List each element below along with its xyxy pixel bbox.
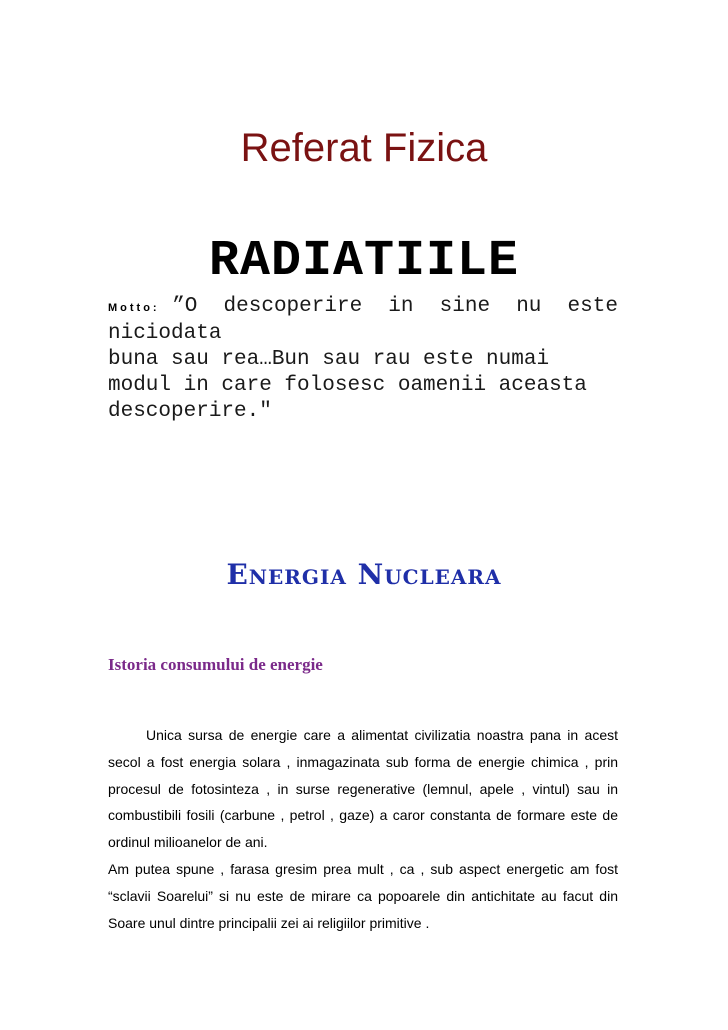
cover-title: Referat Fizica — [240, 126, 488, 170]
motto-line: niciodata — [108, 322, 222, 345]
motto-word: nu — [516, 295, 542, 318]
motto-word: descoperire — [223, 295, 363, 318]
body-text — [108, 722, 618, 936]
motto-line: buna sau rea…Bun sau rau este numai — [108, 348, 550, 371]
motto-block — [108, 294, 618, 425]
motto-line: modul in care folosesc oamenii aceasta — [108, 374, 587, 397]
motto-word: ”O — [172, 295, 198, 318]
main-title: RADIATIILE — [208, 233, 520, 290]
section-title: Energia Nucleara — [226, 558, 502, 591]
paragraph: Unica sursa de energie care a alimentat civilizatia noastra pana in acest secol a fost energia solara , inmagazinata sub forma de energie chimica , prin procesul de fotosinteza , in surse regenerative (lemnul, apele , vintul) sau in combustibili fosili (carbune , petrol , gaze) a caror constanta de formare este de ordinul milioanelor de ani. — [108, 727, 618, 851]
motto-word: sine — [439, 295, 491, 318]
motto-word: este — [567, 295, 618, 318]
motto-word: in — [388, 295, 414, 318]
paragraph: Am putea spune , farasa gresim prea mult , ca , sub aspect energetic am fost “sclavii Soarelui” si nu este de mirare ca popoarele din antichitate au facut din Soare unul dintre principalii zei ai religiilor primitive . — [108, 860, 618, 931]
motto-line: descoperire." — [108, 400, 272, 423]
subheading: Istoria consumului de energie — [108, 655, 323, 674]
motto-first-line — [108, 294, 618, 321]
motto-label: Motto: — [108, 302, 160, 314]
motto-label-group — [108, 294, 197, 321]
